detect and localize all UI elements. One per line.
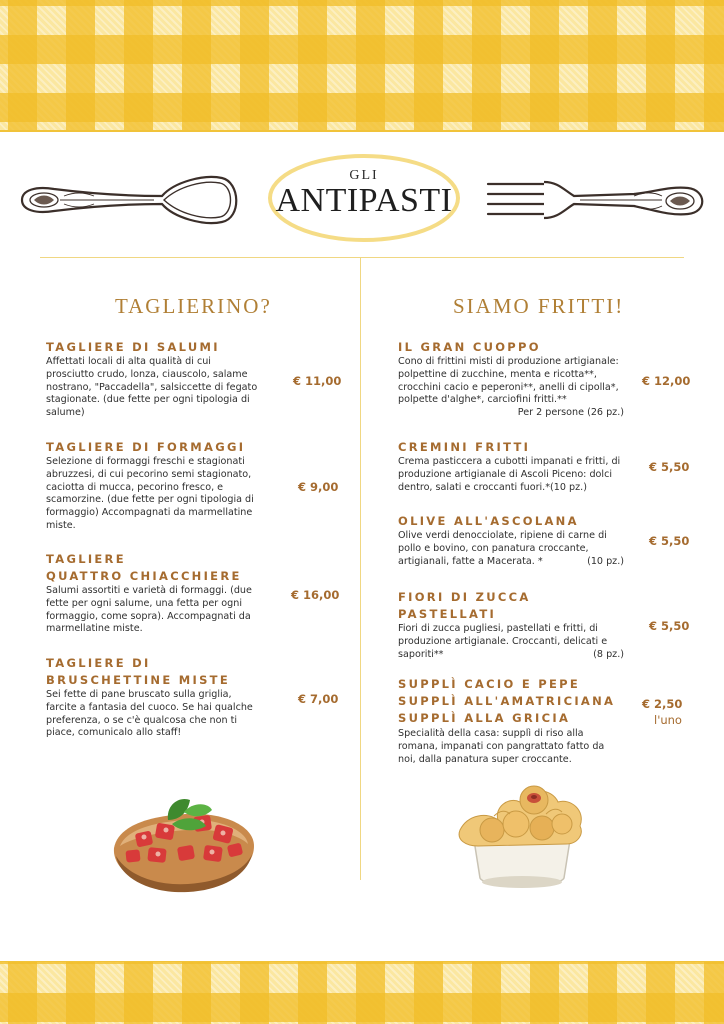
item-quantity: (10 pz.) — [550, 481, 587, 493]
item-title: TAGLIERE DI BRUSCHETTINE MISTE — [46, 656, 230, 687]
item-title: SUPPLÌ CACIO E PEPE SUPPLÌ ALL'AMATRICIANA SUPPLÌ ALLA GRICIA — [398, 677, 616, 725]
item-price: € 9,00 — [298, 480, 339, 494]
item-quantity: (10 pz.) — [587, 555, 624, 567]
item-description: Fiori di zucca pugliesi, pastellati e fritti, di produzione artigianale. Croccanti, delicati e saporiti** (8 pz.) — [398, 623, 624, 660]
item-description: Olive verdi denocciolate, ripiene di carne di pollo e bovino, con panatura croccante, artigianali, fatte a Macerata. * (10 pz.) — [398, 530, 624, 567]
header-divider — [40, 257, 684, 258]
column-divider — [360, 258, 361, 880]
spoon-icon — [14, 172, 242, 228]
gingham-bottom-border — [0, 962, 724, 1024]
item-description: Cono di frittini misti di produzione artigianale: polpettine di zucchine, menta e ricotta**, crocchini cacio e peperoni**, anelli di cipolla*, polpette d'alghe*, carciofini fritti.** Per 2 persone (26 pz.) — [398, 356, 624, 419]
menu-title — [265, 150, 463, 246]
item-description: Sei fette di pane bruscato sulla griglia, farcite a fantasia del cuoco. Se hai qualche preferenza, o se c'è qualcosa che non ti piace, comunicalo allo staff! — [46, 689, 253, 739]
item-unit: l'uno — [654, 713, 682, 727]
item-price: € 2,50 — [642, 697, 683, 711]
item-quantity: (8 pz.) — [593, 648, 624, 660]
fried-food-bowl-illustration — [454, 774, 590, 894]
item-description: Crema pasticcera a cubotti impanati e fritti, di produzione artigianale di Ascoli Piceno: dolci dentro, salati e croccanti fuori.*(10 pz.) — [398, 456, 621, 493]
left-column-title: TAGLIERINO? — [115, 294, 272, 318]
bruschetta-illustration — [108, 790, 260, 894]
fork-icon — [484, 172, 710, 228]
gingham-top-border — [0, 0, 724, 132]
item-price: € 5,50 — [649, 534, 690, 548]
item-description: Specialità della casa: supplì di riso alla romana, impanati con pangrattato fatto da noi, dalla panatura super croccante. — [398, 728, 605, 765]
right-column-title: SIAMO FRITTI! — [453, 294, 625, 318]
item-description: Salumi assortiti e varietà di formaggi. (due fette per ogni salume, una fetta per ogni formaggio, come sopra). Accompagnati da marmellatine miste. — [46, 585, 252, 635]
item-title: CREMINI FRITTI — [398, 440, 531, 454]
item-quantity: Per 2 persone (26 pz.) — [517, 407, 624, 419]
item-price: € 5,50 — [649, 619, 690, 633]
item-title: IL GRAN CUOPPO — [398, 340, 541, 354]
item-description: Affettati locali di alta qualità di cui prosciutto crudo, lonza, ciauscolo, salame nostrano, "Paccadella", salsiccette di fegato stagionate. (due fette per ogni tipologia di salume) — [46, 356, 258, 419]
item-price: € 16,00 — [291, 588, 340, 602]
title-antipasti: ANTIPASTI — [275, 182, 453, 219]
item-price: € 12,00 — [642, 374, 691, 388]
item-title: TAGLIERE DI SALUMI — [46, 340, 220, 354]
title-gli: GLI — [349, 168, 379, 183]
item-title: OLIVE ALL'ASCOLANA — [398, 514, 579, 528]
item-title: TAGLIERE DI FORMAGGI — [46, 440, 246, 454]
item-description: Selezione di formaggi freschi e stagionati abruzzesi, di cui pecorino semi stagionato, caciotta di mucca, pecorino fresco, e scamorzine. (due fette per ogni tipologia di formaggio) Accompagnati da marmellatine miste. — [46, 456, 254, 531]
item-title: FIORI DI ZUCCA PASTELLATI — [398, 590, 531, 621]
item-price: € 11,00 — [293, 374, 342, 388]
top-border-edge — [0, 130, 724, 132]
item-price: € 7,00 — [298, 692, 339, 706]
item-price: € 5,50 — [649, 460, 690, 474]
item-title: TAGLIERE QUATTRO CHIACCHIERE — [46, 552, 242, 583]
